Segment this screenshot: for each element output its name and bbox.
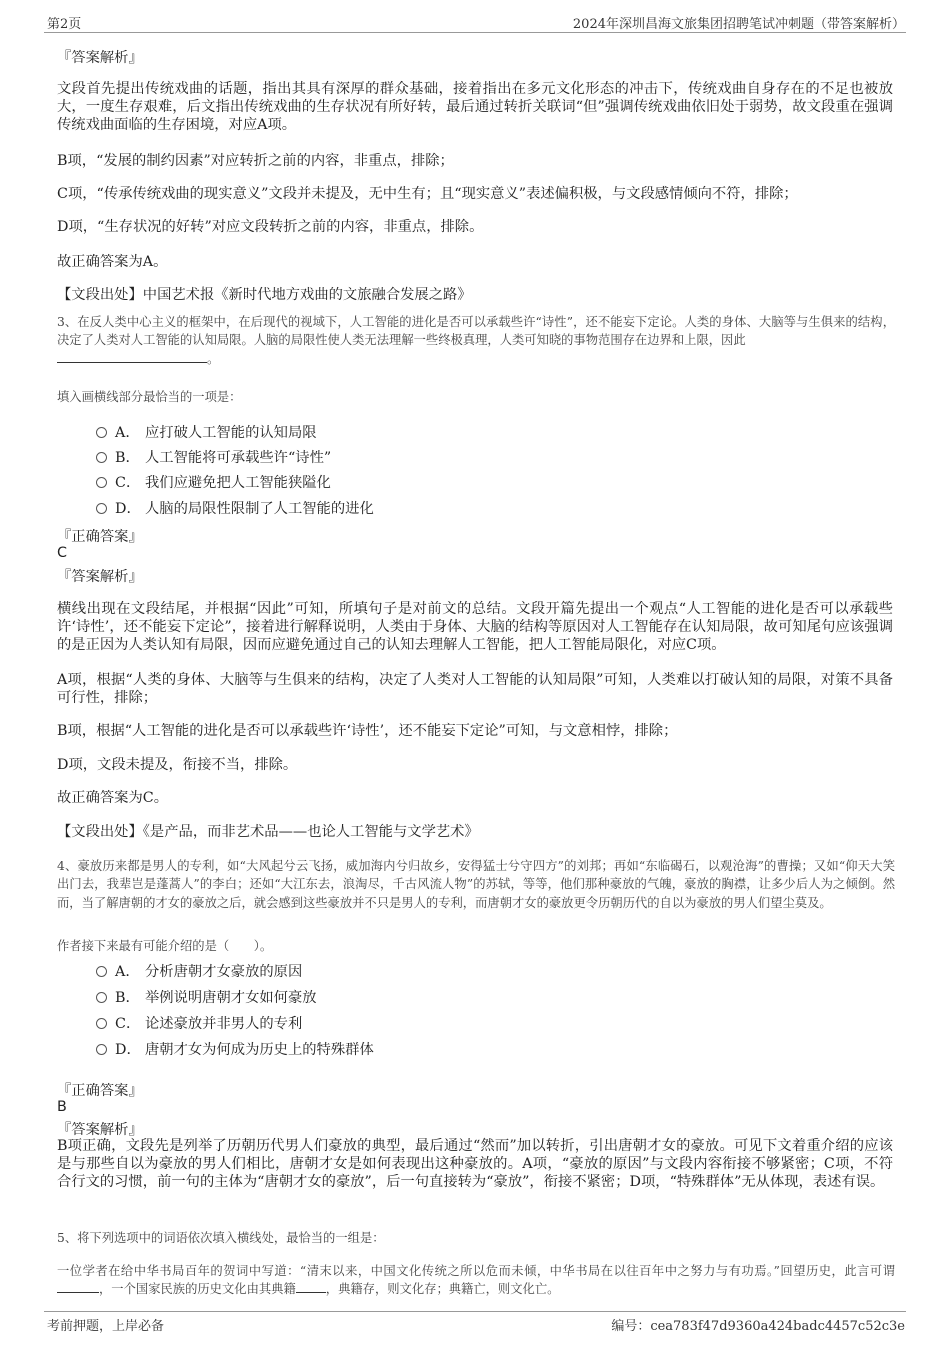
q3-answer-line: 故正确答案为C。 [57, 790, 169, 806]
q3-prompt: 填入画横线部分最恰当的一项是： [57, 390, 242, 404]
q3-analysis-p2: A项，根据“人类的身体、大脑等与生俱来的结构，决定了人类对人工智能的认知局限”可知，人类难以打破认知的局限，对策不具备可行性，排除； [57, 672, 893, 706]
q3-option-c[interactable]: C． 我们应避免把人工智能狭隘化 [96, 472, 331, 492]
q2-analysis-p4: D项，“生存状况的好转”对应文段转折之前的内容，非重点，排除。 [57, 219, 484, 235]
q3-analysis-p3: B项，根据“人工智能的进化是否可以承载些许‘诗性’，还不能妄下定论”可知，与文意相悖，排除； [57, 723, 678, 739]
radio-icon[interactable] [96, 503, 107, 514]
radio-icon[interactable] [96, 477, 107, 488]
q3-option-b[interactable]: B． 人工智能将可承载些许“诗性” [96, 447, 331, 467]
q4-answer: B [57, 1099, 67, 1115]
q4-analysis: B项正确，文段先是列举了历朝历代男人们豪放的典型，最后通过“然而”加以转折，引出唐朝才女的豪放。可见下文着重介绍的应该是与那些自以为豪放的男人们相比，唐朝才女是如何表现出这种豪放的。A项，“豪放的原因”与文段内容衔接不够紧密；C项，不符合行文的习惯，前一句的主体为“唐朝才女的豪放”，后一句直接转为“豪放”，衔接不紧密；D项，“特殊群体”无从体现，表述有误。 [57, 1138, 893, 1190]
radio-icon[interactable] [96, 966, 107, 977]
q3-source: 【文段出处】《是产品，而非艺术品——也论人工智能与文学艺术》 [57, 824, 479, 840]
page-number: 第2页 [47, 17, 82, 32]
q4-option-d[interactable]: D． 唐朝才女为何成为历史上的特殊群体 [96, 1039, 374, 1059]
q4-analysis-label: 『答案解析』 [57, 1122, 143, 1138]
document-title: 2024年深圳昌海文旅集团招聘笔试冲刺题（带答案解析） [572, 17, 905, 32]
q3-answer: C [57, 545, 67, 561]
q4-prompt: 作者接下来最有可能介绍的是（ ）。 [57, 939, 273, 953]
q4-option-c[interactable]: C． 论述豪放并非男人的专利 [96, 1013, 302, 1033]
q3-option-a[interactable]: A． 应打破人工智能的认知局限 [96, 422, 317, 442]
document-code: 编号：cea783f47d9360a424badc4457c52c3e [611, 1319, 905, 1334]
footer-divider [44, 1311, 906, 1312]
q2-analysis-label: 『答案解析』 [57, 50, 143, 66]
q5-stem: 5、将下列选项中的词语依次填入横线处，最恰当的一组是： [57, 1231, 385, 1245]
q5-passage: 一位学者在给中华书局百年的贺词中写道：“清末以来，中国文化传统之所以危而未倾，中华书局在以往百年中之努力与有功焉。”回望历史，此言可谓，一个国家民族的历史文化由其典籍 ，典籍存，则文化存；典籍亡，则文化亡。 [57, 1264, 895, 1297]
q3-analysis-label: 『答案解析』 [57, 569, 143, 585]
q2-source: 【文段出处】中国艺术报《新时代地方戏曲的文旅融合发展之路》 [57, 287, 472, 303]
q2-analysis-p3: C项，“传承传统戏曲的现实意义”文段并未提及，无中生有；且“现实意义”表述偏积极，与文段感情倾向不符，排除； [57, 186, 798, 202]
q3-option-d[interactable]: D． 人脑的局限性限制了人工智能的进化 [96, 498, 374, 518]
radio-icon[interactable] [96, 992, 107, 1003]
radio-icon[interactable] [96, 452, 107, 463]
q2-analysis-p2: B项，“发展的制约因素”对应转折之前的内容，非重点，排除； [57, 153, 454, 169]
q4-option-b[interactable]: B． 举例说明唐朝才女如何豪放 [96, 987, 317, 1007]
q5-blank-1 [57, 1280, 99, 1293]
radio-icon[interactable] [96, 427, 107, 438]
q3-analysis-p1: 横线出现在文段结尾，并根据“因此”可知，所填句子是对前文的总结。文段开篇先提出一个观点“人工智能的进化是否可以承载些许‘诗性’，还不能妄下定论”，接着进行解释说明，人类由于身体、大脑的结构等原因对人工智能存在认知局限，故可知尾句应该强调的是正因为人类认知有局限，因而应避免通过自己的认知去理解人工智能，把人工智能局限化，对应C项。 [57, 601, 893, 653]
q3-blank [57, 350, 207, 363]
q3-answer-label: 『正确答案』 [57, 529, 143, 545]
q4-option-a[interactable]: A． 分析唐朝才女豪放的原因 [96, 961, 302, 981]
q5-blank-2 [296, 1280, 326, 1293]
q3-stem: 3、在反人类中心主义的框架中，在后现代的视域下，人工智能的进化是否可以承载些许“诗性”，还不能妄下定论。人类的身体、大脑等与生俱来的结构，决定了人类对人工智能的认知局限。人脑的局限性使人类无法理解一些终极真理，人类可知晓的事物范围存在边界和上限，因此 。 [57, 315, 895, 366]
q4-stem: 4、豪放历来都是男人的专利，如“大风起兮云飞扬，威加海内兮归故乡，安得猛士兮守四方”的刘邦；再如“东临碣石，以观沧海”的曹操；又如“仰天大笑出门去，我辈岂是蓬蒿人”的李白；还如“大江东去，浪淘尽，千古风流人物”的苏轼，等等，他们那种豪放的气魄，豪放的胸襟，让多少后人为之倾倒。然而，当了解唐朝的才女的豪放之后，就会感到这些豪放并不只是男人的专利，而唐朝才女的豪放更令历朝历代的自以为豪放的男人们望尘莫及。 [57, 859, 895, 910]
q3-analysis-p4: D项，文段未提及，衔接不当，排除。 [57, 757, 298, 773]
q2-analysis-p1: 文段首先提出传统戏曲的话题，指出其具有深厚的群众基础，接着指出在多元文化形态的冲击下，传统戏曲自身存在的不足也被放大，一度生存艰难，后文指出传统戏曲的生存状况有所好转，最后通过转折关联词“但”强调传统戏曲依旧处于弱势，故文段重在强调传统戏曲面临的生存困境，对应A项。 [57, 81, 893, 133]
footer-slogan: 考前押题，上岸必备 [47, 1319, 165, 1334]
q2-answer-line: 故正确答案为A。 [57, 254, 168, 270]
header-divider [44, 32, 906, 33]
q4-answer-label: 『正确答案』 [57, 1083, 143, 1099]
radio-icon[interactable] [96, 1044, 107, 1055]
radio-icon[interactable] [96, 1018, 107, 1029]
